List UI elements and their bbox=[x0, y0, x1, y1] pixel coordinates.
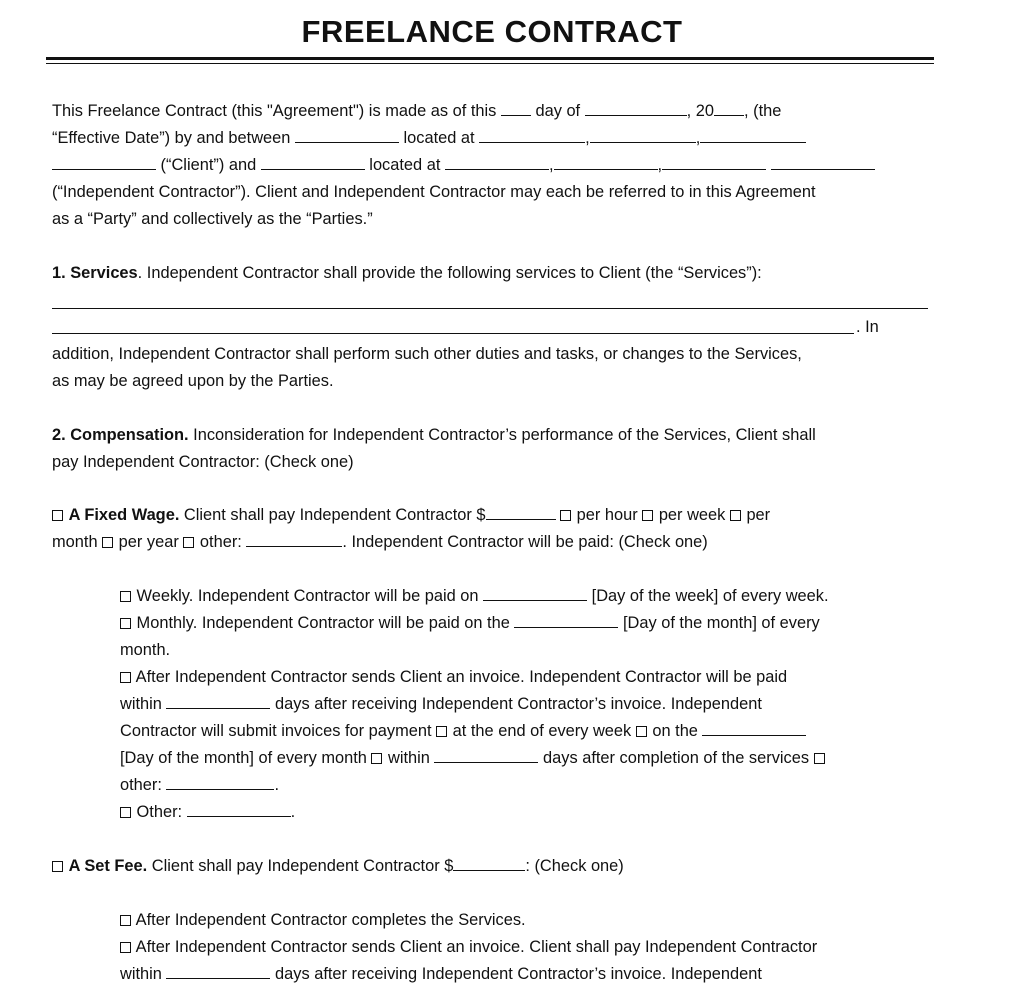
weekly-checkbox[interactable] bbox=[120, 591, 131, 602]
per-year-checkbox[interactable] bbox=[102, 537, 113, 548]
other-period-field[interactable] bbox=[246, 532, 342, 547]
weekday-field[interactable] bbox=[483, 586, 587, 601]
invoice-days-field[interactable] bbox=[166, 694, 270, 709]
option-text: other: bbox=[120, 776, 167, 794]
invoice-option bbox=[120, 748, 826, 768]
other-checkbox[interactable] bbox=[183, 537, 194, 548]
compensation-text: pay Independent Contractor: (Check one) bbox=[52, 453, 354, 471]
per-hour-checkbox[interactable] bbox=[560, 510, 571, 521]
option-text: Weekly. Independent Contractor will be paid on bbox=[132, 587, 484, 605]
option-text: per week bbox=[654, 506, 730, 524]
intro-text: “Effective Date”) by and between bbox=[52, 129, 295, 147]
month-day-field[interactable] bbox=[514, 613, 618, 628]
per-month-checkbox[interactable] bbox=[730, 510, 741, 521]
month-field[interactable] bbox=[585, 101, 687, 116]
fee-invoice-checkbox[interactable] bbox=[120, 942, 131, 953]
intro-line: as a “Party” and collectively as the “Parties.” bbox=[52, 210, 373, 228]
fixed-wage-line bbox=[52, 532, 708, 552]
comma: , bbox=[585, 129, 590, 147]
fixed-wage-checkbox[interactable] bbox=[52, 510, 63, 521]
client-city-field[interactable] bbox=[590, 128, 696, 143]
section-text: . Independent Contractor shall provide the following services to Client (the “Services”): bbox=[137, 264, 762, 282]
contractor-address-field[interactable] bbox=[445, 155, 549, 170]
client-name-field[interactable] bbox=[295, 128, 399, 143]
day-field[interactable] bbox=[501, 101, 531, 116]
contractor-city-field[interactable] bbox=[554, 155, 658, 170]
services-text: addition, Independent Contractor shall perform such other duties and tasks, or changes to the Services, bbox=[52, 345, 802, 363]
option-text: days after receiving Independent Contractor’s invoice. Independent bbox=[270, 965, 762, 983]
option-heading: A Set Fee. bbox=[68, 857, 148, 875]
intro-text: (“Client”) and bbox=[156, 156, 261, 174]
title-rule bbox=[46, 57, 934, 60]
other-pay-checkbox[interactable] bbox=[120, 807, 131, 818]
other-pay-field[interactable] bbox=[187, 802, 291, 817]
intro-text: located at bbox=[364, 156, 445, 174]
wage-amount-field[interactable] bbox=[486, 505, 556, 520]
contractor-state-field[interactable] bbox=[662, 155, 766, 170]
other-option bbox=[120, 802, 295, 822]
set-fee-option bbox=[120, 937, 817, 957]
end-of-week-checkbox[interactable] bbox=[436, 726, 447, 737]
option-text: [Day of the week] of every week. bbox=[587, 587, 829, 605]
set-fee-option bbox=[120, 964, 762, 984]
option-text: per bbox=[741, 506, 771, 524]
option-text: per hour bbox=[572, 506, 643, 524]
option-text: [Day of the month] of every month bbox=[120, 749, 372, 767]
option-text: on the bbox=[647, 722, 703, 740]
monthly-option: month. bbox=[120, 641, 171, 659]
title-rule-thin bbox=[46, 63, 934, 64]
invoice-other-field[interactable] bbox=[166, 775, 274, 790]
comma: , bbox=[548, 156, 554, 174]
invoice-option bbox=[120, 775, 279, 795]
invoice-other-checkbox[interactable] bbox=[814, 753, 825, 764]
compensation-heading-line bbox=[52, 425, 816, 445]
completion-days-field[interactable] bbox=[434, 748, 538, 763]
option-text: After Independent Contractor completes the Services. bbox=[132, 911, 526, 929]
set-fee-checkbox[interactable] bbox=[52, 861, 63, 872]
option-text: . bbox=[290, 803, 296, 821]
comma: , bbox=[695, 129, 701, 147]
set-fee-option bbox=[120, 910, 526, 930]
on-the-checkbox[interactable] bbox=[636, 726, 647, 737]
option-text: [Day of the month] of every bbox=[618, 614, 820, 632]
option-text: . bbox=[274, 776, 280, 794]
services-in: . In bbox=[856, 318, 879, 336]
option-text: : (Check one) bbox=[525, 857, 624, 875]
per-week-checkbox[interactable] bbox=[642, 510, 653, 521]
services-text: as may be agreed upon by the Parties. bbox=[52, 372, 334, 390]
comma: , bbox=[657, 156, 663, 174]
section-heading: 2. Compensation. bbox=[52, 426, 189, 444]
section-text: Inconsideration for Independent Contractor’s performance of the Services, Client shall bbox=[188, 426, 816, 444]
intro-line bbox=[52, 128, 806, 148]
intro-text: , (the bbox=[744, 102, 782, 120]
intro-text: day of bbox=[530, 102, 585, 120]
services-field[interactable] bbox=[52, 308, 928, 309]
invoice-checkbox[interactable] bbox=[120, 672, 131, 683]
option-text: Contractor will submit invoices for payment bbox=[120, 722, 437, 740]
option-text: After Independent Contractor sends Client an invoice. Independent Contractor will be paid bbox=[132, 668, 788, 686]
intro-line bbox=[52, 155, 875, 175]
services-field[interactable] bbox=[52, 333, 854, 334]
option-text: Client shall pay Independent Contractor $ bbox=[179, 506, 486, 524]
client-state-field[interactable] bbox=[700, 128, 806, 143]
completion-checkbox[interactable] bbox=[120, 915, 131, 926]
set-fee-line bbox=[52, 856, 624, 876]
section-heading: 1. Services bbox=[52, 264, 138, 282]
fee-days-field[interactable] bbox=[166, 964, 270, 979]
services-heading-line bbox=[52, 263, 762, 283]
year-field[interactable] bbox=[714, 101, 744, 116]
option-text: other: bbox=[195, 533, 247, 551]
option-text: Monthly. Independent Contractor will be paid on the bbox=[132, 614, 515, 632]
option-text: at the end of every week bbox=[448, 722, 636, 740]
invoice-day-field[interactable] bbox=[702, 721, 806, 736]
intro-line: (“Independent Contractor”). Client and Independent Contractor may each be referred to in this Agreement bbox=[52, 183, 816, 201]
intro-text: , 20 bbox=[686, 102, 715, 120]
option-text: per year bbox=[114, 533, 184, 551]
document-title: FREELANCE CONTRACT bbox=[301, 14, 683, 49]
monthly-checkbox[interactable] bbox=[120, 618, 131, 629]
option-text: days after receiving Independent Contractor’s invoice. Independent bbox=[270, 695, 762, 713]
option-heading: A Fixed Wage. bbox=[68, 506, 180, 524]
invoice-option bbox=[120, 694, 762, 714]
option-text: month bbox=[52, 533, 103, 551]
invoice-option bbox=[120, 667, 787, 687]
intro-line bbox=[52, 101, 781, 121]
option-text: After Independent Contractor sends Client an invoice. Client shall pay Independent Contractor bbox=[132, 938, 818, 956]
option-text: . Independent Contractor will be paid: (Check one) bbox=[342, 533, 708, 551]
invoice-option bbox=[120, 721, 806, 741]
fee-amount-field[interactable] bbox=[453, 856, 525, 871]
fixed-wage-line bbox=[52, 505, 770, 525]
option-text: within bbox=[120, 695, 167, 713]
contractor-name-field[interactable] bbox=[261, 155, 365, 170]
client-address-field[interactable] bbox=[479, 128, 585, 143]
intro-text: located at bbox=[398, 129, 480, 147]
option-text: Other: bbox=[132, 803, 187, 821]
monthly-option bbox=[120, 613, 820, 633]
client-zip-field[interactable] bbox=[52, 155, 156, 170]
weekly-option bbox=[120, 586, 829, 606]
option-text: within bbox=[383, 749, 435, 767]
contractor-zip-field[interactable] bbox=[771, 155, 875, 170]
option-text: days after completion of the services bbox=[538, 749, 814, 767]
option-text: Client shall pay Independent Contractor $ bbox=[147, 857, 454, 875]
within-checkbox[interactable] bbox=[371, 753, 382, 764]
option-text: within bbox=[120, 965, 167, 983]
intro-text: This Freelance Contract (this "Agreement") is made as of this bbox=[52, 102, 501, 120]
